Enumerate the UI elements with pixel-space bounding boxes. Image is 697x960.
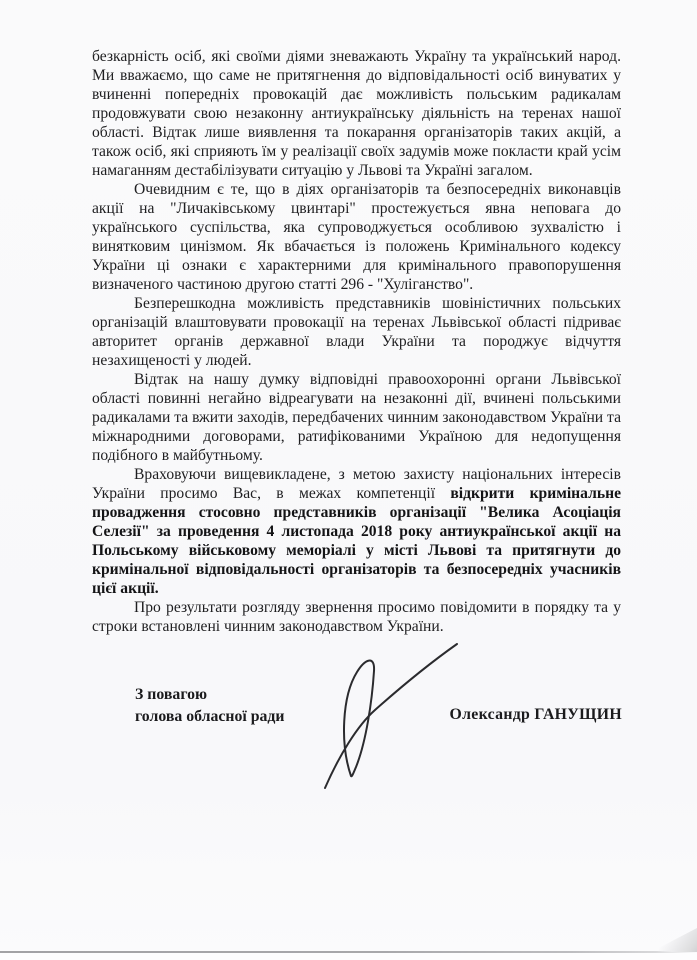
- closing-left: [135, 684, 285, 728]
- paragraph: [92, 465, 621, 598]
- signatory-name: Олександр ГАНУЩИН: [449, 706, 622, 723]
- letter-body: [92, 47, 621, 636]
- scan-background-strip: [0, 953, 697, 960]
- paragraph-text: безкарність осіб, які своїми діями зневажають Україну та український народ. Ми вважаємо, що саме не притягнення до відповідальності осіб винуватих у вчиненні попередніх провокацій дає можливість польським радикалам продовжувати свою незаконну антиукраїнську діяльність на теренах нашої області. Відтак лише виявлення та покарання організаторів таких акцій, а також осіб, які сприяють їм у реалізації своїх задумів може покласти край усім намаганням дестабілізувати ситуацію у Львові та Україні загалом.: [92, 48, 621, 179]
- page-corner-curl: [651, 928, 697, 952]
- paragraph: [92, 47, 621, 180]
- paragraph: [92, 370, 621, 465]
- paragraph: [92, 180, 621, 294]
- paragraph-text: Безперешкодна можливість представників шовіністичних польських організацій влаштовувати провокації на теренах Львівської області підриває авторитет органів державної влади України та породжує відчуття незахищеності у людей.: [92, 295, 621, 369]
- handwritten-signature-icon: [295, 628, 475, 803]
- paragraph-text: Про результати розгляду звернення просимо повідомити в порядку та у строки встановлені чинним законодавством України.: [92, 599, 621, 635]
- closing-title: голова обласної ради: [135, 708, 285, 725]
- paragraph: [92, 294, 621, 370]
- closing-salutation: З повагою: [135, 686, 208, 703]
- paragraph-text-bold: відкрити кримінальне провадження стосовно представників організації "Велика Асоціація Селезії" за проведення 4 листопада 2018 року антиукраїнської акції на Польському військовому меморіалі у місті Львові та притягнути до кримінальної відповідальності організаторів та безпосередніх учасників цієї акції.: [92, 485, 621, 597]
- paragraph-text: Очевидним є те, що в діях організаторів та безпосередніх виконавців акції на "Личаківському цвинтарі" простежується явна неповага до українського суспільства, яка супроводжується особливою зухвалістю і винятковим цинізмом. Як вбачається із положень Кримінального кодексу України ці ознаки є характерними для кримінального правопорушення визначеного частиною другою статті 296 - "Хуліганство".: [92, 181, 621, 293]
- paragraph-text: Відтак на нашу думку відповідні правоохоронні органи Львівської області повинні негайно відреагувати на незаконні дії, вчинені польськими радикалами та вжити заходів, передбачених чинним законодавством України та міжнародними договорами, ратифікованими Україною для недопущення подібного в майбутньому.: [92, 371, 621, 464]
- paragraph-text: Враховуючи вищевикладене, з метою захисту національних інтересів України просимо Вас, в межах компетенції: [92, 466, 621, 502]
